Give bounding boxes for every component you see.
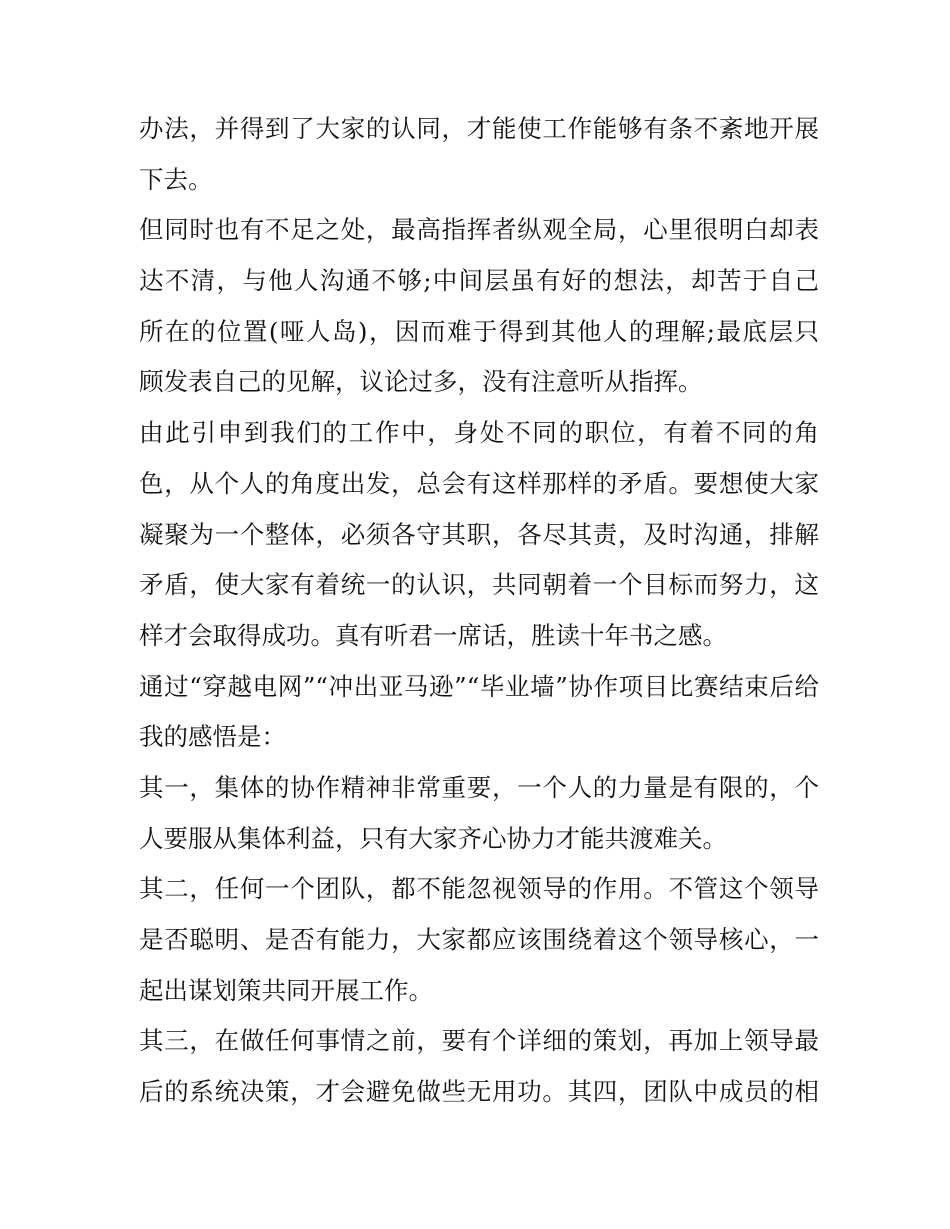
text-line: 所在的位置(哑人岛)，因而难于得到其他人的理解;最底层只 bbox=[139, 316, 819, 346]
text-line: 下去。 bbox=[139, 164, 213, 194]
text-line: 起出谋划策共同开展工作。 bbox=[139, 975, 433, 1005]
text-line: 后的系统决策，才会避免做些无用功。其四，团队中成员的相 bbox=[139, 1077, 819, 1107]
text-line: 但同时也有不足之处，最高指挥者纵观全局，心里很明白却表 bbox=[139, 215, 819, 245]
text-line: 矛盾，使大家有着统一的认识，共同朝着一个目标而努力，这 bbox=[139, 570, 819, 600]
text-line: 样才会取得成功。真有听君一席话，胜读十年书之感。 bbox=[139, 620, 727, 650]
text-line: 通过“穿越电网”“冲出亚马逊”“毕业墙”协作项目比赛结束后给 bbox=[139, 671, 819, 701]
body-text bbox=[139, 104, 819, 1118]
text-line: 凝聚为一个整体，必须各守其职，各尽其责，及时沟通，排解 bbox=[139, 519, 819, 549]
text-line: 顾发表自己的见解，议论过多，没有注意听从指挥。 bbox=[139, 367, 703, 397]
text-line: 人要服从集体利益，只有大家齐心协力才能共渡难关。 bbox=[139, 823, 727, 853]
text-line: 其三，在做任何事情之前，要有个详细的策划，再加上领导最 bbox=[139, 1026, 819, 1056]
text-line: 其一，集体的协作精神非常重要，一个人的力量是有限的，个 bbox=[139, 772, 819, 802]
text-line: 我的感悟是： bbox=[139, 722, 286, 752]
text-line: 办法，并得到了大家的认同，才能使工作能够有条不紊地开展 bbox=[139, 114, 819, 143]
text-line: 是否聪明、是否有能力，大家都应该围绕着这个领导核心，一 bbox=[139, 925, 819, 954]
text-line: 色，从个人的角度出发，总会有这样那样的矛盾。要想使大家 bbox=[139, 468, 819, 498]
text-line: 其二，任何一个团队，都不能忽视领导的作用。不管这个领导 bbox=[139, 874, 819, 904]
text-line: 达不清，与他人沟通不够;中间层虽有好的想法，却苦于自己 bbox=[139, 266, 819, 296]
text-line: 由此引申到我们的工作中，身处不同的职位，有着不同的角 bbox=[139, 418, 819, 448]
